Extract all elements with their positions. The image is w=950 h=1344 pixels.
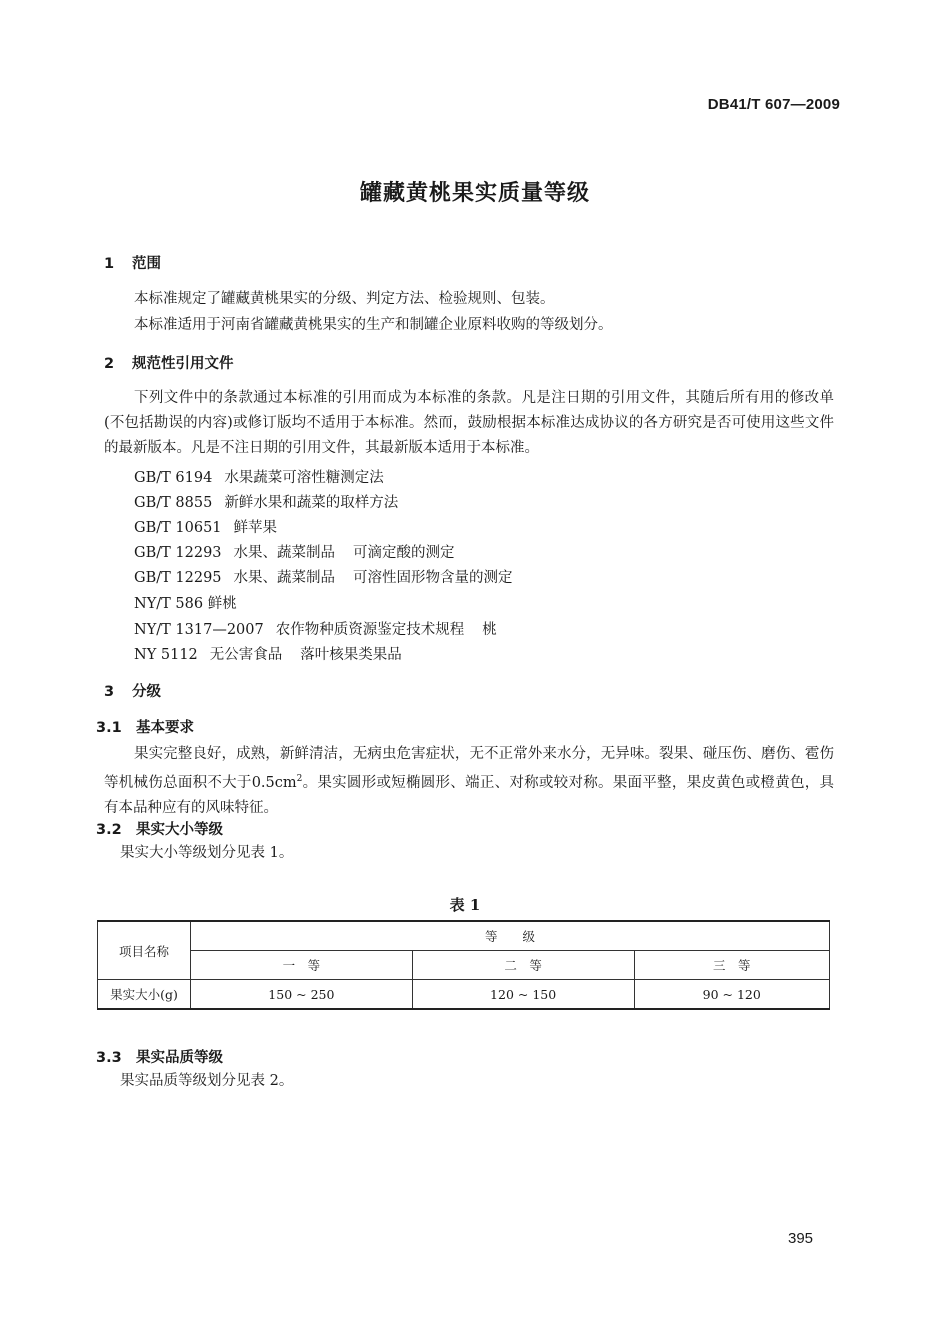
reference-title: 无公害食品 xyxy=(209,647,283,663)
subsection-number: 3.1 xyxy=(96,720,122,736)
row-label: 果实大小(g) xyxy=(98,980,191,1010)
reference-code: GB/T 8855 xyxy=(134,495,213,511)
reference-item xyxy=(134,491,398,512)
reference-item xyxy=(134,516,277,537)
subsection-title: 果实大小等级 xyxy=(136,822,223,838)
reference-subtitle: 落叶核果类果品 xyxy=(300,647,402,663)
reference-code: NY 5112 xyxy=(134,647,198,663)
grade-group-header: 等 级 xyxy=(191,921,830,951)
reference-title: 鲜桃 xyxy=(207,596,237,612)
subsection-number: 3.3 xyxy=(96,1050,122,1066)
reference-code: NY/T 586 xyxy=(134,596,204,612)
reference-code: GB/T 10651 xyxy=(134,520,222,536)
area-value: 0.5cm xyxy=(251,774,297,791)
table-subheader-row xyxy=(98,951,830,980)
scope-line-1: 本标准规定了罐藏黄桃果实的分级、判定方法、检验规则、包装。 xyxy=(134,291,555,307)
basic-requirements-text xyxy=(104,742,834,821)
table-cell: 120 ~ 150 xyxy=(412,980,634,1010)
subsection-3-2-heading xyxy=(96,818,223,839)
subsection-3-3-heading xyxy=(96,1046,223,1067)
grade-header: 一 等 xyxy=(191,951,413,980)
area-limit xyxy=(252,775,303,791)
reference-code: GB/T 12293 xyxy=(134,545,222,561)
section-title: 规范性引用文件 xyxy=(132,356,234,372)
section-number: 3 xyxy=(104,684,115,700)
normative-references-intro: 下列文件中的条款通过本标准的引用而成为本标准的条款。凡是注日期的引用文件，其随后所有用的修改单(不包括勘误的内容)或修订版均不适用于本标准。然而，鼓励根据本标准达成协议的各方研究是否可使用这些文件的最新版本。凡是不注日期的引用文件，其最新版本适用于本标准。 xyxy=(104,390,834,456)
page-title: 罐藏黄桃果实质量等级 xyxy=(359,181,590,206)
subsection-title: 基本要求 xyxy=(136,720,194,736)
size-grade-table xyxy=(97,920,830,1010)
reference-item xyxy=(134,618,497,639)
section-title: 范围 xyxy=(132,256,161,272)
reference-title: 水果蔬菜可溶性糖测定法 xyxy=(224,470,384,486)
section-number: 1 xyxy=(104,256,115,272)
reference-code: GB/T 12295 xyxy=(134,570,222,586)
reference-subtitle: 可滴定酸的测定 xyxy=(353,545,455,561)
subsection-title: 果实品质等级 xyxy=(136,1050,223,1066)
subsection-3-1-heading xyxy=(96,716,194,737)
section-1-heading xyxy=(104,252,161,273)
subsection-number: 3.2 xyxy=(96,822,122,838)
standard-code: DB41/T 607—2009 xyxy=(707,96,840,113)
reference-title: 水果、蔬菜制品 xyxy=(233,545,336,561)
reference-item xyxy=(134,541,455,562)
table-row xyxy=(98,980,830,1010)
table-caption: 表 1 xyxy=(449,896,481,914)
grade-header: 二 等 xyxy=(412,951,634,980)
reference-title: 农作物种质资源鉴定技术规程 xyxy=(275,622,465,638)
quality-grade-text: 果实品质等级划分见表 2。 xyxy=(120,1073,294,1089)
reference-item xyxy=(134,566,513,587)
section-title: 分级 xyxy=(132,684,161,700)
table-header-row xyxy=(98,921,830,951)
size-grade-text: 果实大小等级划分见表 1。 xyxy=(120,845,294,861)
requirements-text-b: 。果实圆形或短椭圆形、端正、对称或较对称。果面平整，果皮黄色或橙黄色，具有本品种应有的风味特征。 xyxy=(104,774,835,816)
reference-item xyxy=(134,466,384,487)
reference-item xyxy=(134,643,402,664)
reference-title: 新鲜水果和蔬菜的取样方法 xyxy=(224,495,399,511)
scope-line-2: 本标准适用于河南省罐藏黄桃果实的生产和制罐企业原料收购的等级划分。 xyxy=(134,317,613,333)
table-cell: 90 ~ 120 xyxy=(634,980,830,1010)
requirements-text-a: 果实完整良好，成熟，新鲜清洁，无病虫危害症状，无不正常外来水分，无异味。裂果、碰压伤、磨伤、雹伤等机械伤总面积不大于 xyxy=(104,746,834,791)
item-name-header: 项目名称 xyxy=(98,921,191,980)
reference-code: NY/T 1317—2007 xyxy=(134,622,264,638)
table-cell: 150 ~ 250 xyxy=(191,980,413,1010)
reference-subtitle: 桃 xyxy=(482,622,497,638)
reference-item xyxy=(134,592,237,613)
reference-code: GB/T 6194 xyxy=(134,470,213,486)
page-number: 395 xyxy=(788,1230,814,1247)
area-superscript: 2 xyxy=(296,774,303,784)
section-number: 2 xyxy=(104,356,115,372)
grade-header: 三 等 xyxy=(634,951,830,980)
section-2-heading xyxy=(104,352,234,373)
reference-subtitle: 可溶性固形物含量的测定 xyxy=(353,570,513,586)
reference-title: 鲜苹果 xyxy=(233,520,278,536)
section-3-heading xyxy=(104,680,161,701)
reference-title: 水果、蔬菜制品 xyxy=(233,570,336,586)
